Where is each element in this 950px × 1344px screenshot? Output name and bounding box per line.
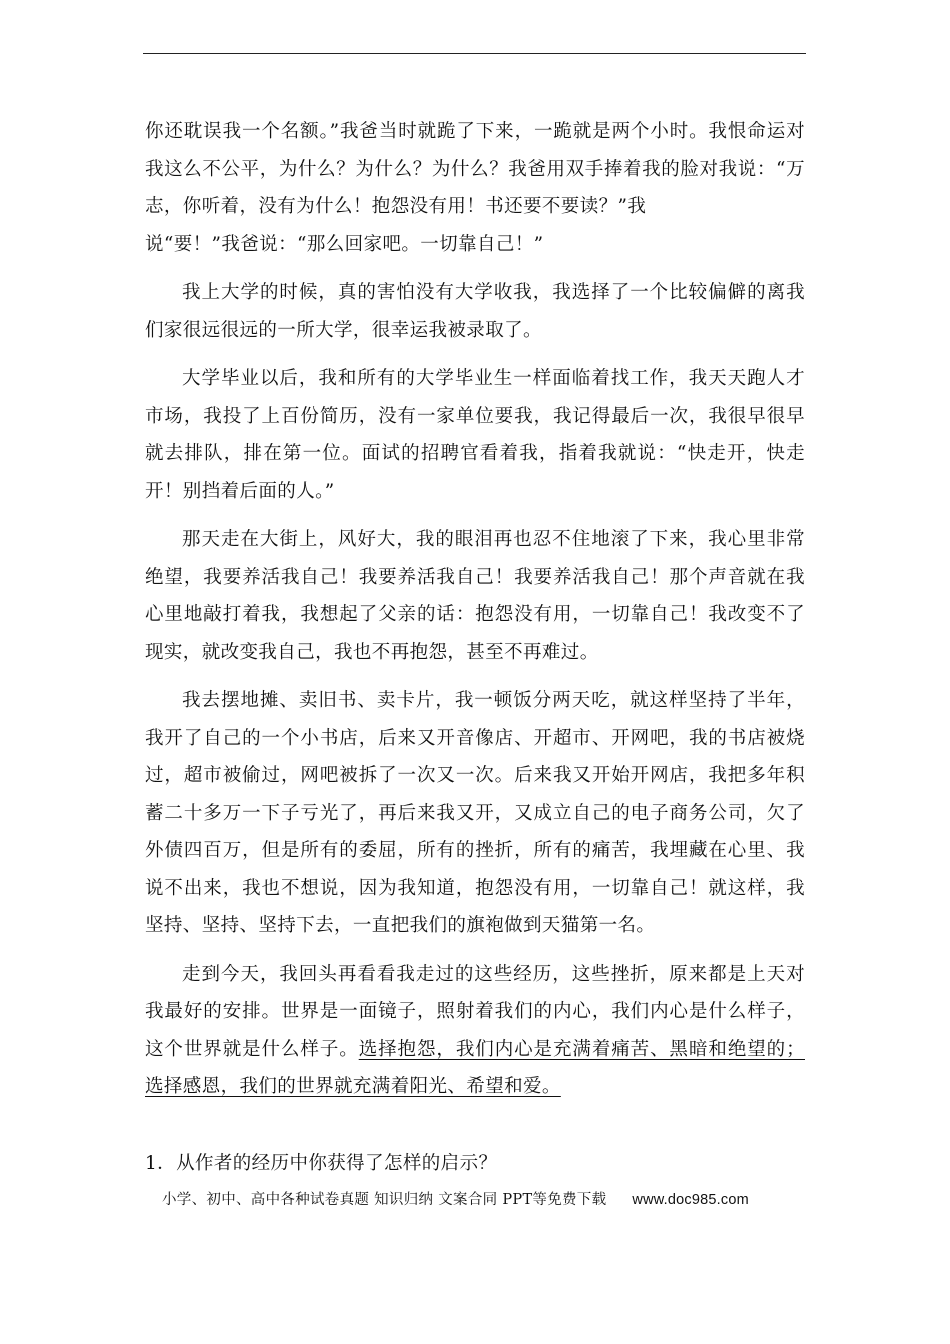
underlined-sentence: 选择抱怨，我们内心是充满着痛苦、黑暗和绝望的；选择感恩，我们的世界就充满着阳光、希望和爱。 xyxy=(145,1038,805,1097)
paragraph-4: 大学毕业以后，我和所有的大学毕业生一样面临着找工作，我天天跑人才市场，我投了上百份简历，没有一家单位要我，我记得最后一次，我很早很早就去排队，排在第一位。面试的招聘官看着我，指着我就说：“快走开，快走开！别挡着后面的人。” xyxy=(145,368,805,502)
paragraph-2: 说“要！”我爸说：“那么回家吧。一切靠自己！” xyxy=(145,233,544,255)
paragraph-6: 我去摆地摊、卖旧书、卖卡片，我一顿饭分两天吃，就这样坚持了半年，我开了自己的一个小书店，后来又开音像店、开超市、开网吧，我的书店被烧过，超市被偷过，网吧被拆了一次又一次。后来我又开始开网店，我把多年积蓄二十多万一下子亏光了，再后来我又开，又成立自己的电子商务公司，欠了外债四百万，但是所有的委屈，所有的挫折，所有的痛苦，我埋藏在心里、我说不出来，我也不想说，因为我知道，抱怨没有用，一切靠自己！就这样，我坚持、坚持、坚持下去，一直把我们的旗袍做到天猫第一名。 xyxy=(145,690,805,936)
question-1: 1．从作者的经历中你获得了怎样的启示？ xyxy=(145,1153,498,1174)
paragraph-1: 你还耽误我一个名额。”我爸当时就跪了下来，一跪就是两个小时。我恨命运对我这么不公平，为什么？为什么？为什么？我爸用双手捧着我的脸对我说：“万志，你听着，没有为什么！抱怨没有用！书还要不要读？”我 xyxy=(145,121,805,217)
paragraph-7 xyxy=(145,956,805,1106)
paragraph-3: 我上大学的时候，真的害怕没有大学收我，我选择了一个比较偏僻的离我们家很远很远的一所大学，很幸运我被录取了。 xyxy=(145,282,805,341)
footer-url[interactable]: www.doc985.com xyxy=(632,1192,749,1208)
footer-text: 小学、初中、高中各种试卷真题 知识归纳 文案合同 PPT等免费下载 xyxy=(162,1192,607,1208)
article-body xyxy=(145,113,805,1106)
paragraph-5: 那天走在大街上，风好大，我的眼泪再也忍不住地滚了下来，我心里非常绝望，我要养活我自己！我要养活我自己！我要养活我自己！那个声音就在我心里地敲打着我，我想起了父亲的话：抱怨没有用，一切靠自己！我改变不了现实，就改变我自己，我也不再抱怨，甚至不再难过。 xyxy=(145,529,805,663)
paragraph-7-text: 走到今天，我回头再看看我走过的这些经历，这些挫折，原来都是上天对我最好的安排。世界是一面镜子，照射着我们的内心，我们内心是什么样子，这个世界就是什么样子。 xyxy=(145,963,805,1060)
footer xyxy=(162,1188,749,1212)
header-rule xyxy=(143,53,806,54)
